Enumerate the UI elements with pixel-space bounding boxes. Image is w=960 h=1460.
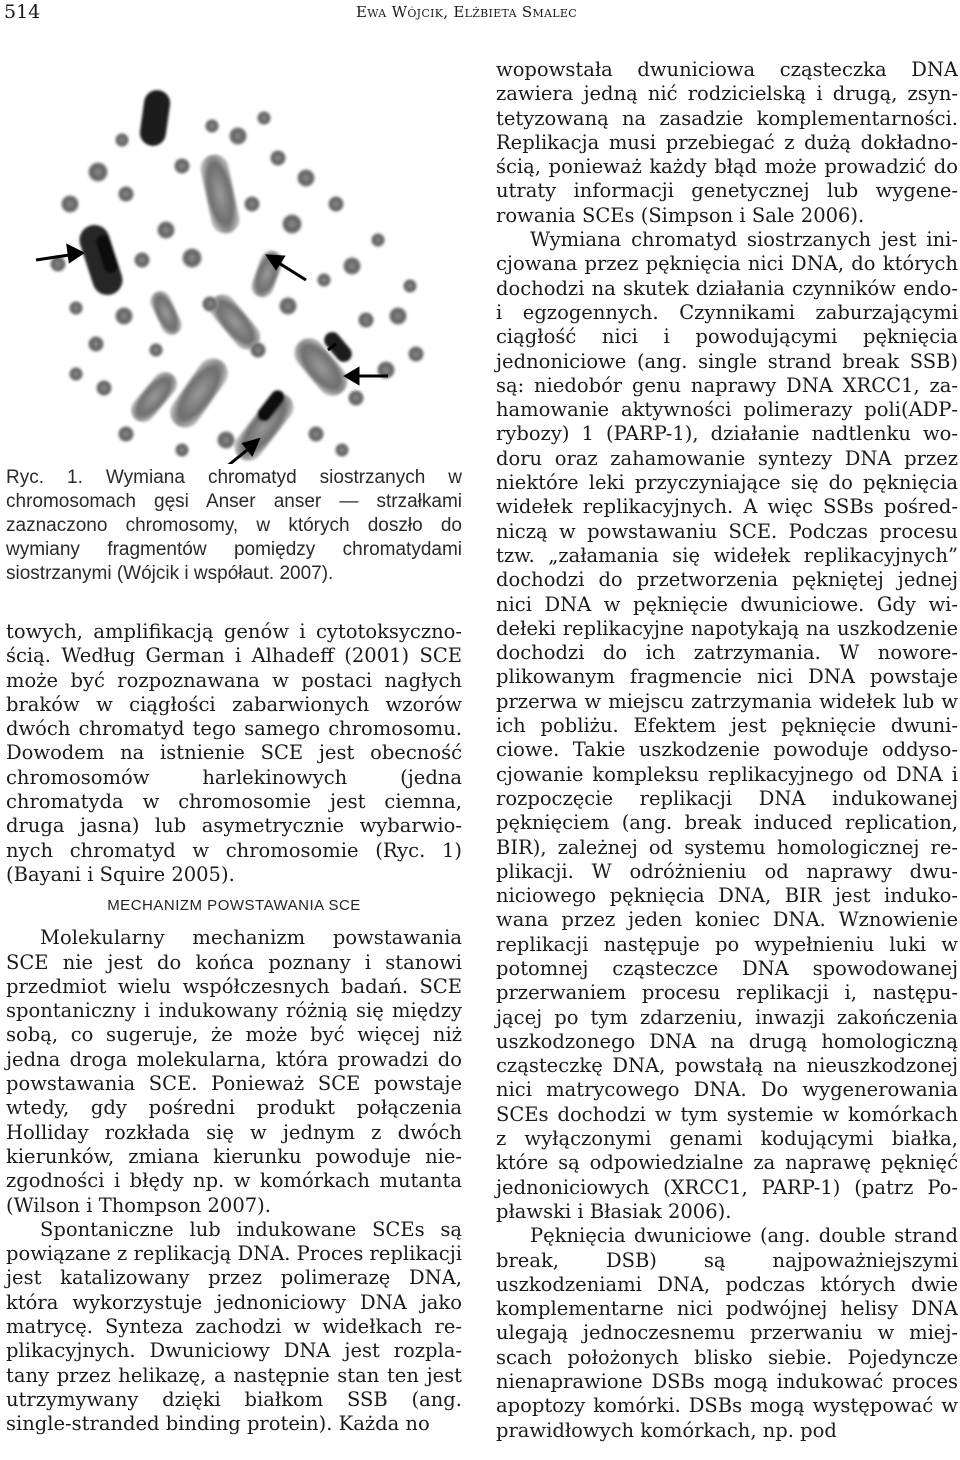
- caption-text: Wymiana chromatyd siostrzanych w chromosomach gęsi Anser anser — strzałkami zaznaczono chromosomy, w których doszło do wymiany fragmentów pomiędzy chromatydami siostrzanymi (Wójcik i współaut. 2007).: [6, 467, 463, 584]
- figure-1: [6, 54, 463, 584]
- left-column-text: [6, 620, 462, 1437]
- paragraph: Molekularny mechanizm powstawania SCE nie jest do końca poznany i stanowi przedmiot wielu współczesnych badań. SCE spontaniczny i indukowany różnią się między sobą, co sugeruje, że może być więcej niż jedna droga molekularna, która prowadzi do powstawania SCE. Ponieważ SCE powstaje wtedy, gdy pośredni produkt połączenia Holliday rozkłada się w jednym z dwóch kierunków, zmiana kierunku powoduje niezgodności i błędy np. w komórkach mutanta (Wilson i Thompson 2007).: [6, 926, 462, 1217]
- chromosome-micrograph: [6, 54, 462, 464]
- page-header: [0, 0, 960, 28]
- caption-label: Ryc. 1.: [6, 467, 83, 488]
- paragraph: towych, amplifikacją genów i cytotoksycznością. Według German i Alhadeff (2001) SCE może być rozpoznawana w postaci nagłych braków w ciągłości zabarwionych wzorów dwóch chromatyd tego samego chromosomu. Dowodem na istnienie SCE jest obecność chromosomów harlekinowych (jedna chromatyda w chromosomie jest ciemna, druga jasna) lub asymetrycznie wybarwionych chromatyd w chromosomie (Ryc. 1) (Bayani i Squire 2005).: [6, 620, 462, 886]
- page-number: 514: [4, 1, 41, 23]
- left-column: [6, 54, 463, 1436]
- section-heading: MECHANIZM POWSTAWANIA SCE: [107, 897, 361, 915]
- figure-caption: [6, 466, 462, 586]
- running-head: Ewa Wójcik, Elżbieta Smalec: [356, 3, 577, 21]
- chromosome-spread: [50, 88, 424, 464]
- right-column: [496, 58, 958, 1443]
- paragraph: Wymiana chromatyd siostrzanych jest inicjowana przez pęknięcia nici DNA, do których dochodzi na skutek działania czynników endo- i egzogennych. Czynnikami zaburzającymi ciągłość nici i powodującymi pęknięcia jednoniciowe (ang. single strand break SSB) są: niedobór genu naprawy DNA XRCC1, zahamowanie aktywności polimerazy poli(ADPrybozy) 1 (PARP-1), działanie nadtlenku wodoru oraz zahamowanie syntezy DNA przez niektóre leki przyczyniające się do pęknięcia widełek replikacyjnych. A więc SSBs pośredniczą w powstawaniu SCE. Podczas procesu tzw. „załamania się widełek replikacyjnych” dochodzi do przetworzenia pękniętej jednej nici DNA w pęknięcie dwuniciowe. Gdy widełeki replikacyjne napotykają na uszkodzenie dochodzi do ich zatrzymania. W noworeplikowanym fragmencie nici DNA powstaje przerwa w miejscu zatrzymania widełek lub w ich pobliżu. Efektem jest pęknięcie dwuniciowe. Takie uszkodzenie powoduje oddysocjowanie kompleksu replikacyjnego od DNA i rozpoczęcie replikacji DNA indukowanej pęknięciem (ang. break induced replication, BIR), zależnej od systemu homologicznej replikacji. W odróżnieniu od naprawy dwuniciowego pęknięcia DNA, BIR jest indukowana przez jeden koniec DNA. Wznowienie replikacji następuje po wypełnieniu luki w potomnej cząsteczce DNA spowodowanej przerwaniem procesu replikacji i, następującej po tym zdarzeniu, inwazji zakończenia uszkodzonego DNA na drugą homologiczną cząsteczkę DNA, powstałą na nieuszkodzonej nici matrycowego DNA. Do wygenerowania SCEs dochodzi w tym systemie w komórkach z wyłączonymi genami kodującymi białka, które są odpowiedzialne za naprawę pęknięć jednoniciowych (XRCC1, PARP-1) (patrz Popławski i Błasiak 2006).: [496, 228, 958, 1223]
- paragraph: Spontaniczne lub indukowane SCEs są powiązane z replikacją DNA. Proces replikacji jest katalizowany przez polimerazę DNA, która wykorzystuje jednoniciowy DNA jako matrycę. Synteza zachodzi w widełkach replikacyjnych. Dwuniciowy DNA jest rozplatany przez helikazę, a następnie stan ten jest utrzymywany dzięki białkom SSB (ang. single-stranded binding protein). Każda no: [6, 1217, 462, 1436]
- paragraph: Pęknięcia dwuniciowe (ang. double strand break, DSB) są najpoważniejszymi uszkodzeniami DNA, podczas których dwie komplementarne nici podwójnej helisy DNA ulegają jednoczesnemu przerwaniu w miejscach położonych blisko siebie. Pojedyncze nienaprawione DSBs mogą indukować proces apoptozy komórki. DSBs mogą występować w prawidłowych komórkach, np. pod: [496, 1224, 958, 1442]
- paragraph: wopowstała dwuniciowa cząsteczka DNA zawiera jedną nić rodzicielską i drugą, zsyntetyzowaną na zasadzie komplementarności. Replikacja musi przebiegać z dużą dokładnością, ponieważ każdy błąd może prowadzić do utraty informacji genetycznej lub wygenerowania SCEs (Simpson i Sale 2006).: [496, 58, 958, 227]
